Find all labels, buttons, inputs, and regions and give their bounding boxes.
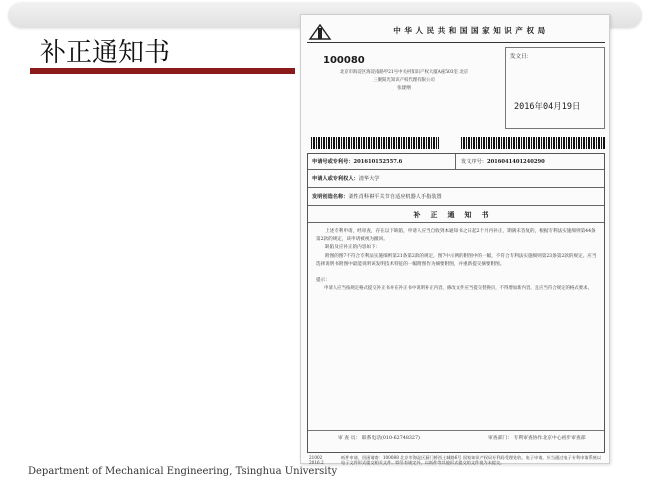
barcode-right — [461, 137, 605, 149]
header-rule — [307, 42, 605, 43]
postcode: 100080 — [323, 55, 365, 66]
bottom-notice — [307, 455, 605, 466]
slide-title: 补正通知书 — [40, 38, 171, 68]
signature-rule — [308, 430, 604, 431]
address-line: 北京市海淀区海淀南路甲21号中关村知识产权大厦A座503室 北京 — [339, 70, 469, 75]
serial-cell — [461, 154, 545, 169]
slide-footer: Department of Mechanical Engineering, Tsinghua University — [28, 466, 338, 477]
notice-document-image — [300, 14, 610, 464]
examiner-info — [338, 434, 420, 441]
notice-frame — [307, 153, 605, 453]
applicant-row — [308, 170, 604, 188]
application-label: 申请号或专利号： — [312, 159, 354, 165]
invention-name: 柔性肖科祺平关节自适应机器人手指装置 — [348, 194, 442, 200]
invention-label: 发明创造名称： — [312, 194, 349, 200]
note-text: 申请人应当按规定格式提交补正书并在补正书中说明补正内容，修改文件应当提交替换页，不得增加新内容，且应当符合规定的格式要求。 — [324, 286, 592, 291]
address-line: 三聚阳光知识产权代理有限公司 — [373, 78, 435, 83]
serial-label: 发文序号： — [461, 159, 487, 165]
applicant-cell — [312, 170, 379, 187]
sipo-logo-icon — [307, 21, 333, 43]
department-info — [488, 434, 586, 441]
examiner-phone: 联系电话(010-62748327) — [361, 436, 420, 441]
form-version: 2016.2 — [309, 460, 324, 466]
note-label: 提示： — [316, 278, 330, 283]
document-header: 中华人民共和国国家知识产权局 — [393, 26, 549, 35]
issue-date-value: 2016年04月19日 — [514, 102, 581, 112]
notice-body — [316, 228, 598, 269]
invention-row — [308, 188, 604, 206]
form-codes — [309, 455, 324, 465]
invention-cell — [312, 188, 442, 205]
department-label: 审查部门： — [488, 436, 512, 441]
application-row — [308, 154, 604, 170]
barcodes — [311, 137, 605, 149]
bottom-instructions: 纸件申请，回函请寄：100088 北京市海淀区蓟门桥西土城路6号 国家知识产权局专利局受理处收。电子申请，应当通过电子专利申请系统以电子文件形式提交相关文件。除另有规定外，以纸件等其他形式提交的文件视为未提交。 — [341, 455, 602, 466]
cell-divider — [455, 154, 456, 169]
notice-title: 补正通知书 — [413, 211, 499, 219]
applicant-value: 清华大学 — [358, 176, 380, 182]
issue-date-label: 发文日： — [510, 54, 533, 60]
barcode-left — [311, 137, 439, 149]
title-underline — [30, 68, 295, 74]
body-paragraph: 附图的图7不符合专利法实施细则第21条第2款的规定，图7中示例的附图中的一幅，不符合专利法实施细则第23条第2款的规定。应当选择说明书附图中最能说明该发明技术特征的一幅附图作为摘要附图，并重新提交摘要附图。 — [316, 253, 597, 267]
examiner-label: 审 查 员： — [338, 436, 361, 441]
address-block — [309, 69, 499, 93]
application-cell — [312, 154, 402, 169]
form-code: 21002 — [309, 455, 323, 460]
address-line: 张建纲 — [397, 86, 411, 91]
serial-number: 2016041401240290 — [486, 158, 545, 165]
applicant-label: 申请人或专利权人： — [312, 176, 359, 182]
body-paragraph: 上述专利申请，经审查，存在以下缺陷，申请人应当自收到本通知书之日起2个月内补正，期满未答复的，根据专利法实施细则第44条第2款的规定，该申请被视为撤回。 — [316, 229, 596, 243]
body-paragraph: 缺陷及应补正的内容如下： — [325, 245, 381, 251]
application-number: 201610152557.6 — [353, 158, 403, 165]
notice-title-rule — [308, 222, 604, 223]
issue-date-box — [505, 47, 605, 129]
department-value: 专利审查协作北京中心初步审查部 — [513, 436, 586, 441]
